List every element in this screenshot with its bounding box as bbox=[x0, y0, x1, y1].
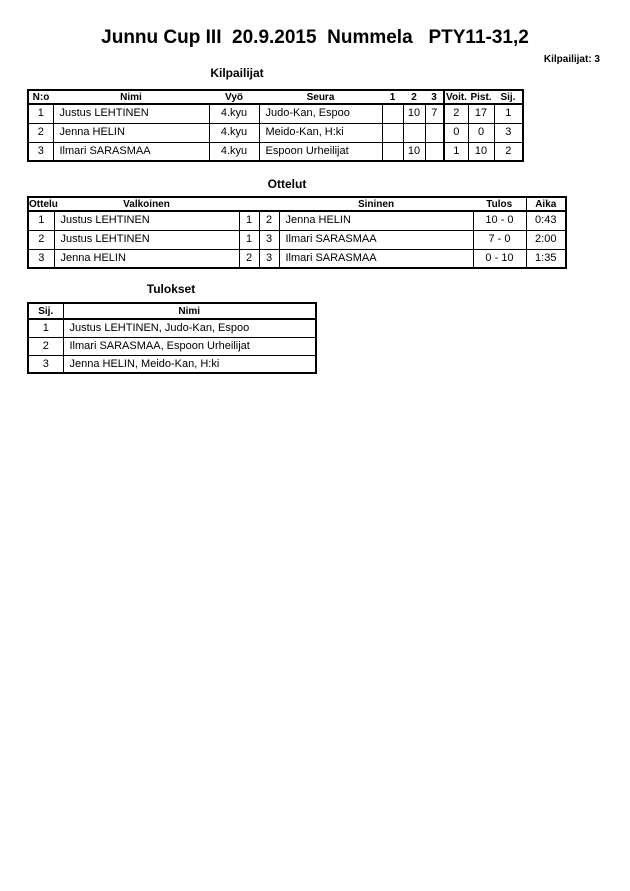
match1-score bbox=[382, 104, 403, 123]
match2-score bbox=[403, 123, 425, 142]
competitors-count: Kilpailijat: 3 bbox=[543, 54, 600, 65]
white-player-name: Justus LEHTINEN bbox=[54, 211, 239, 230]
placement: 3 bbox=[28, 355, 63, 373]
section-heading-ottelut: Ottelut bbox=[267, 177, 307, 191]
match1-score bbox=[382, 142, 403, 161]
competitor-belt: 4.kyu bbox=[209, 104, 259, 123]
tulokset-header-row bbox=[28, 303, 316, 319]
wins: 1 bbox=[444, 142, 468, 161]
column-header-no: N:o bbox=[28, 90, 53, 104]
column-header-nimi: Nimi bbox=[63, 303, 316, 319]
placement: 2 bbox=[494, 142, 523, 161]
white-player-number: 1 bbox=[239, 230, 259, 249]
placement: 3 bbox=[494, 123, 523, 142]
blue-player-name: Ilmari SARASMAA bbox=[279, 230, 473, 249]
competitor-club: Espoon Urheilijat bbox=[259, 142, 382, 161]
match3-score bbox=[425, 123, 444, 142]
match2-score: 10 bbox=[403, 142, 425, 161]
competitor-name-club: Jenna HELIN, Meido-Kan, H:ki bbox=[63, 355, 316, 373]
match-time: 2:00 bbox=[526, 230, 566, 249]
match-time: 1:35 bbox=[526, 249, 566, 268]
competitor-number: 3 bbox=[28, 142, 53, 161]
match-result: 10 - 0 bbox=[473, 211, 526, 230]
column-header-white-number bbox=[239, 197, 259, 211]
competitor-name: Justus LEHTINEN bbox=[53, 104, 209, 123]
competitor-belt: 4.kyu bbox=[209, 123, 259, 142]
section-heading-tulokset: Tulokset bbox=[146, 282, 196, 296]
column-header-seura: Seura bbox=[259, 90, 382, 104]
blue-player-number: 3 bbox=[259, 230, 279, 249]
page-title: Junnu Cup III 20.9.2015 Nummela PTY11-31,2 bbox=[101, 27, 529, 48]
column-header-ottelu: Ottelu bbox=[29, 198, 58, 210]
competitor-name-club: Ilmari SARASMAA, Espoon Urheilijat bbox=[63, 337, 316, 355]
competitor-club: Meido-Kan, H:ki bbox=[259, 123, 382, 142]
table-row bbox=[28, 249, 566, 268]
points: 17 bbox=[468, 104, 494, 123]
match-number: 2 bbox=[28, 230, 54, 249]
competitor-club: Judo-Kan, Espoo bbox=[259, 104, 382, 123]
match3-score bbox=[425, 142, 444, 161]
placement: 2 bbox=[28, 337, 63, 355]
blue-player-number: 3 bbox=[259, 249, 279, 268]
table-row bbox=[28, 355, 316, 373]
column-header-tulos: Tulos bbox=[473, 197, 526, 211]
table-row bbox=[28, 230, 566, 249]
white-player-number: 2 bbox=[239, 249, 259, 268]
column-header-voit: Voit. bbox=[444, 90, 468, 104]
wins: 2 bbox=[444, 104, 468, 123]
match-time: 0:43 bbox=[526, 211, 566, 230]
section-heading-kilpailijat: Kilpailijat bbox=[210, 66, 264, 80]
table-row bbox=[28, 142, 523, 161]
match2-score: 10 bbox=[403, 104, 425, 123]
column-header-match1: 1 bbox=[382, 90, 403, 104]
ottelut-header-row bbox=[28, 197, 566, 211]
match1-score bbox=[382, 123, 403, 142]
column-header-valkoinen: Valkoinen bbox=[54, 197, 239, 211]
points: 10 bbox=[468, 142, 494, 161]
kilpailijat-table bbox=[27, 89, 524, 162]
ottelut-table bbox=[27, 196, 567, 269]
match-number: 1 bbox=[28, 211, 54, 230]
column-header-sininen: Sininen bbox=[279, 197, 473, 211]
competitor-number: 2 bbox=[28, 123, 53, 142]
tulokset-table bbox=[27, 302, 317, 374]
column-header-sij: Sij. bbox=[494, 90, 523, 104]
table-row bbox=[28, 337, 316, 355]
kilpailijat-header-row bbox=[28, 90, 523, 104]
column-header-aika: Aika bbox=[526, 197, 566, 211]
placement: 1 bbox=[28, 319, 63, 337]
competitor-name: Jenna HELIN bbox=[53, 123, 209, 142]
wins: 0 bbox=[444, 123, 468, 142]
column-header-blue-number bbox=[259, 197, 279, 211]
competitor-name: Ilmari SARASMAA bbox=[53, 142, 209, 161]
white-player-name: Jenna HELIN bbox=[54, 249, 239, 268]
blue-player-number: 2 bbox=[259, 211, 279, 230]
blue-player-name: Ilmari SARASMAA bbox=[279, 249, 473, 268]
competitor-belt: 4.kyu bbox=[209, 142, 259, 161]
match3-score: 7 bbox=[425, 104, 444, 123]
column-header-sij: Sij. bbox=[28, 303, 63, 319]
table-row bbox=[28, 319, 316, 337]
column-header-vyo: Vyö bbox=[209, 90, 259, 104]
white-player-name: Justus LEHTINEN bbox=[54, 230, 239, 249]
column-header-nimi: Nimi bbox=[53, 90, 209, 104]
table-row bbox=[28, 123, 523, 142]
match-result: 7 - 0 bbox=[473, 230, 526, 249]
blue-player-name: Jenna HELIN bbox=[279, 211, 473, 230]
competitor-name-club: Justus LEHTINEN, Judo-Kan, Espoo bbox=[63, 319, 316, 337]
table-row bbox=[28, 211, 566, 230]
match-number: 3 bbox=[28, 249, 54, 268]
competitor-number: 1 bbox=[28, 104, 53, 123]
match-result: 0 - 10 bbox=[473, 249, 526, 268]
white-player-number: 1 bbox=[239, 211, 259, 230]
placement: 1 bbox=[494, 104, 523, 123]
table-row bbox=[28, 104, 523, 123]
points: 0 bbox=[468, 123, 494, 142]
column-header-match2: 2 bbox=[403, 90, 425, 104]
column-header-match3: 3 bbox=[425, 90, 444, 104]
column-header-pist: Pist. bbox=[468, 90, 494, 104]
